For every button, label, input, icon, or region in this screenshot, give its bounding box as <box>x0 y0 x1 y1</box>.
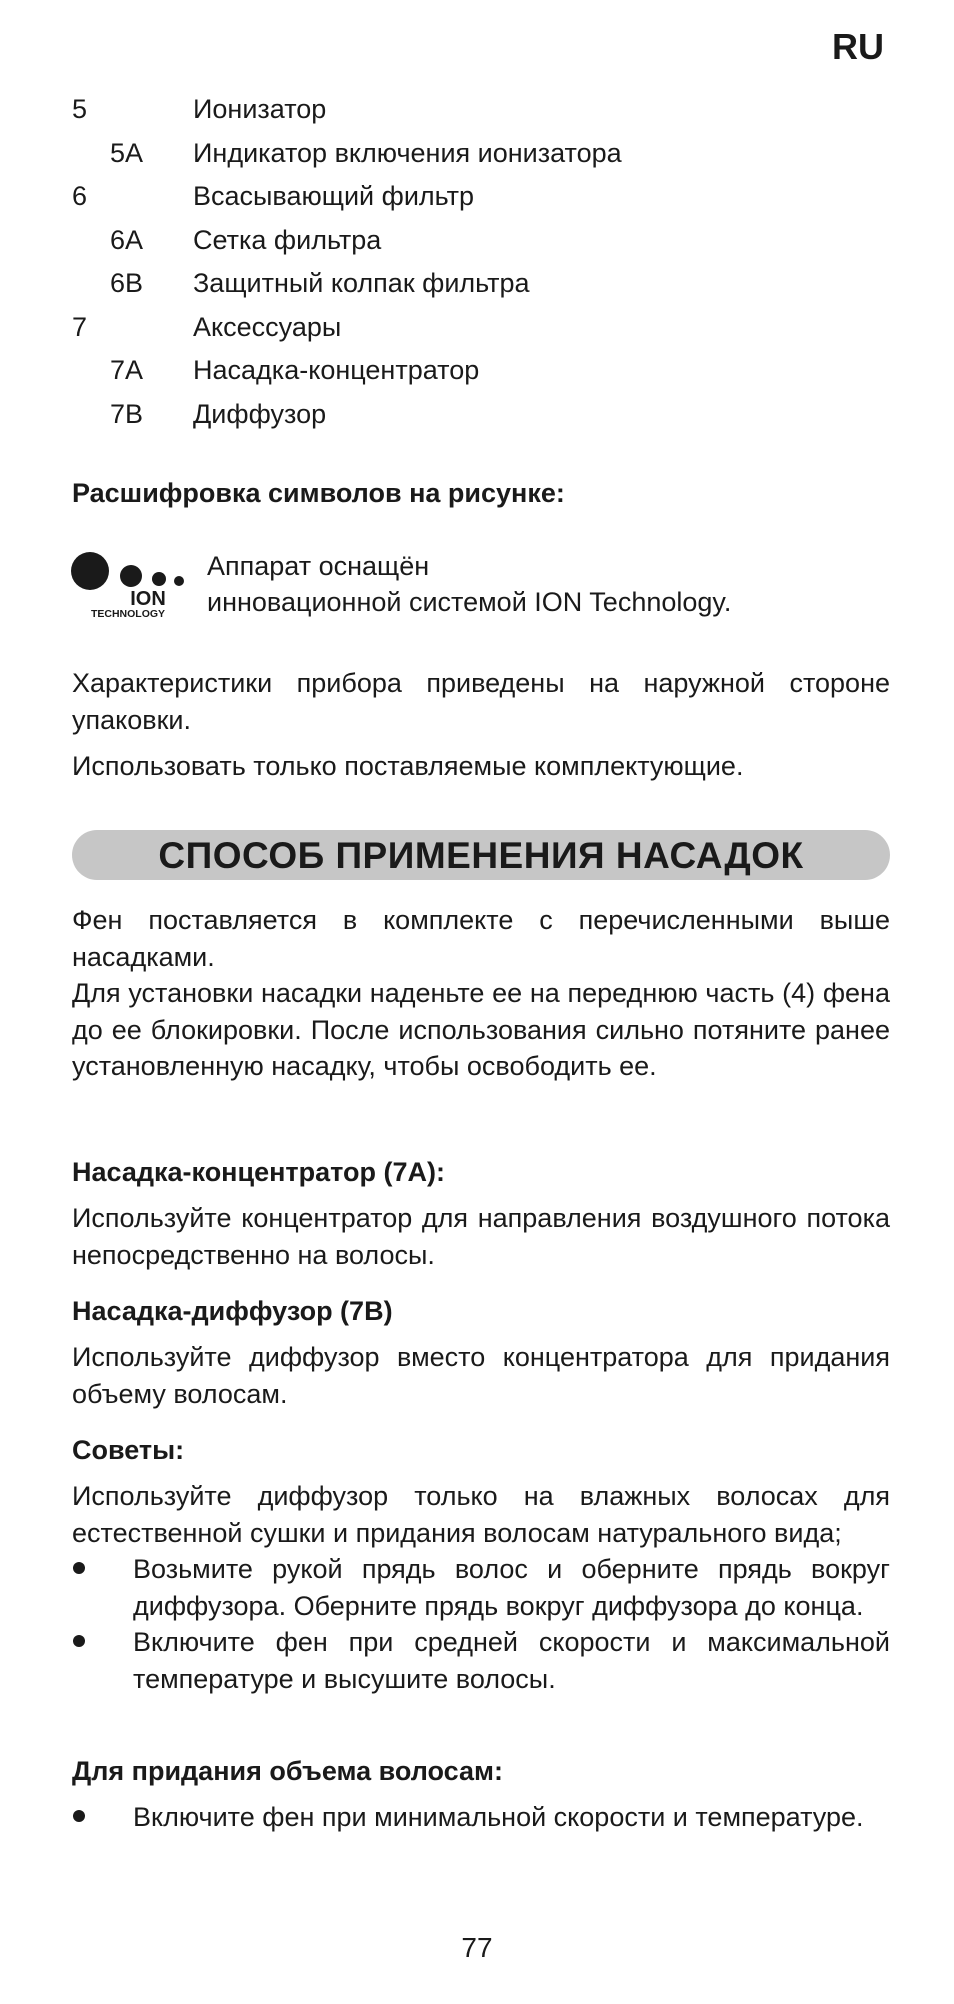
part-label: Индикатор включения ионизатора <box>193 137 622 168</box>
part-label: Сетка фильтра <box>193 224 382 255</box>
volume-heading: Для придания объема волосам: <box>72 1756 503 1786</box>
volume-bullet-list <box>72 1799 890 1836</box>
part-row <box>72 349 892 393</box>
part-row <box>72 219 892 263</box>
ion-description <box>207 548 731 620</box>
list-item-text: Возьмите рукой прядь волос и оберните прядь вокруг диффузора. Оберните прядь вокруг диффузора до конца. <box>133 1554 890 1621</box>
part-label: Ионизатор <box>193 94 327 124</box>
part-row <box>72 88 892 132</box>
part-label: Диффузор <box>193 398 327 429</box>
ion-description-line: инновационной системой ION Technology. <box>207 587 732 617</box>
concentrator-text: Используйте концентратор для направления воздушного потока непосредственно на волосы. <box>72 1203 890 1270</box>
part-row <box>72 262 892 306</box>
bullet-icon <box>73 1562 85 1574</box>
part-number: 7A <box>110 355 144 385</box>
attach-instructions: Для установки насадки наденьте ее на переднюю часть (4) фена до ее блокировки. После использования сильно потяните ранее установленную насадку, чтобы освободить ее. <box>72 978 890 1081</box>
part-number: 6B <box>110 268 144 298</box>
diffuser-heading: Насадка-диффузор (7B) <box>72 1296 393 1326</box>
part-row <box>72 175 892 219</box>
part-number: 7B <box>110 398 144 429</box>
part-row <box>72 306 892 350</box>
list-item <box>72 1799 890 1836</box>
list-item <box>72 1624 890 1697</box>
symbols-heading: Расшифровка символов на рисунке: <box>72 478 565 508</box>
list-item-text: Включите фен при минимальной скорости и температуре. <box>133 1802 864 1832</box>
part-number: 6A <box>110 224 144 255</box>
part-label: Всасывающий фильтр <box>193 181 475 211</box>
ion-logo-text: ION <box>130 588 166 610</box>
section-title: СПОСОБ ПРИМЕНЕНИЯ НАСАДОК <box>72 830 890 880</box>
ion-description-line: Аппарат оснащён <box>207 551 430 581</box>
part-number: 5 <box>72 94 88 124</box>
tips-bullet-list <box>72 1551 890 1697</box>
parts-list <box>72 88 892 436</box>
tips-heading: Советы: <box>72 1435 185 1465</box>
list-item <box>72 1551 890 1624</box>
part-number: 6 <box>72 181 88 211</box>
bullet-icon <box>73 1810 85 1822</box>
concentrator-heading: Насадка-концентратор (7A): <box>72 1157 445 1187</box>
tips-text: Используйте диффузор только на влажных волосах для естественной сушки и придания волосам натурального вида; <box>72 1481 890 1548</box>
specs-note: Характеристики прибора приведены на наружной стороне упаковки. <box>72 668 890 735</box>
part-label: Аксессуары <box>193 311 342 342</box>
ion-symbol-entry <box>70 548 900 628</box>
part-row <box>72 393 892 437</box>
page-number: 77 <box>461 1932 493 1963</box>
ion-logo-subtext: TECHNOLOGY <box>90 608 166 618</box>
part-label: Насадка-концентратор <box>193 355 480 385</box>
bullet-icon <box>73 1635 85 1647</box>
use-only-note: Использовать только поставляемые комплектующие. <box>72 751 744 781</box>
language-code: RU <box>832 26 884 67</box>
ion-technology-icon <box>70 552 190 618</box>
list-item-text: Включите фен при средней скорости и максимальной температуре и высушите волосы. <box>133 1627 890 1694</box>
part-number: 5A <box>110 137 144 168</box>
part-label: Защитный колпак фильтра <box>193 268 530 298</box>
part-row <box>72 132 892 176</box>
diffuser-text: Используйте диффузор вместо концентратора для придания объему волосам. <box>72 1342 890 1409</box>
intro-paragraph: Фен поставляется в комплекте с перечисленными выше насадками. <box>72 905 890 972</box>
part-number: 7 <box>72 311 88 342</box>
